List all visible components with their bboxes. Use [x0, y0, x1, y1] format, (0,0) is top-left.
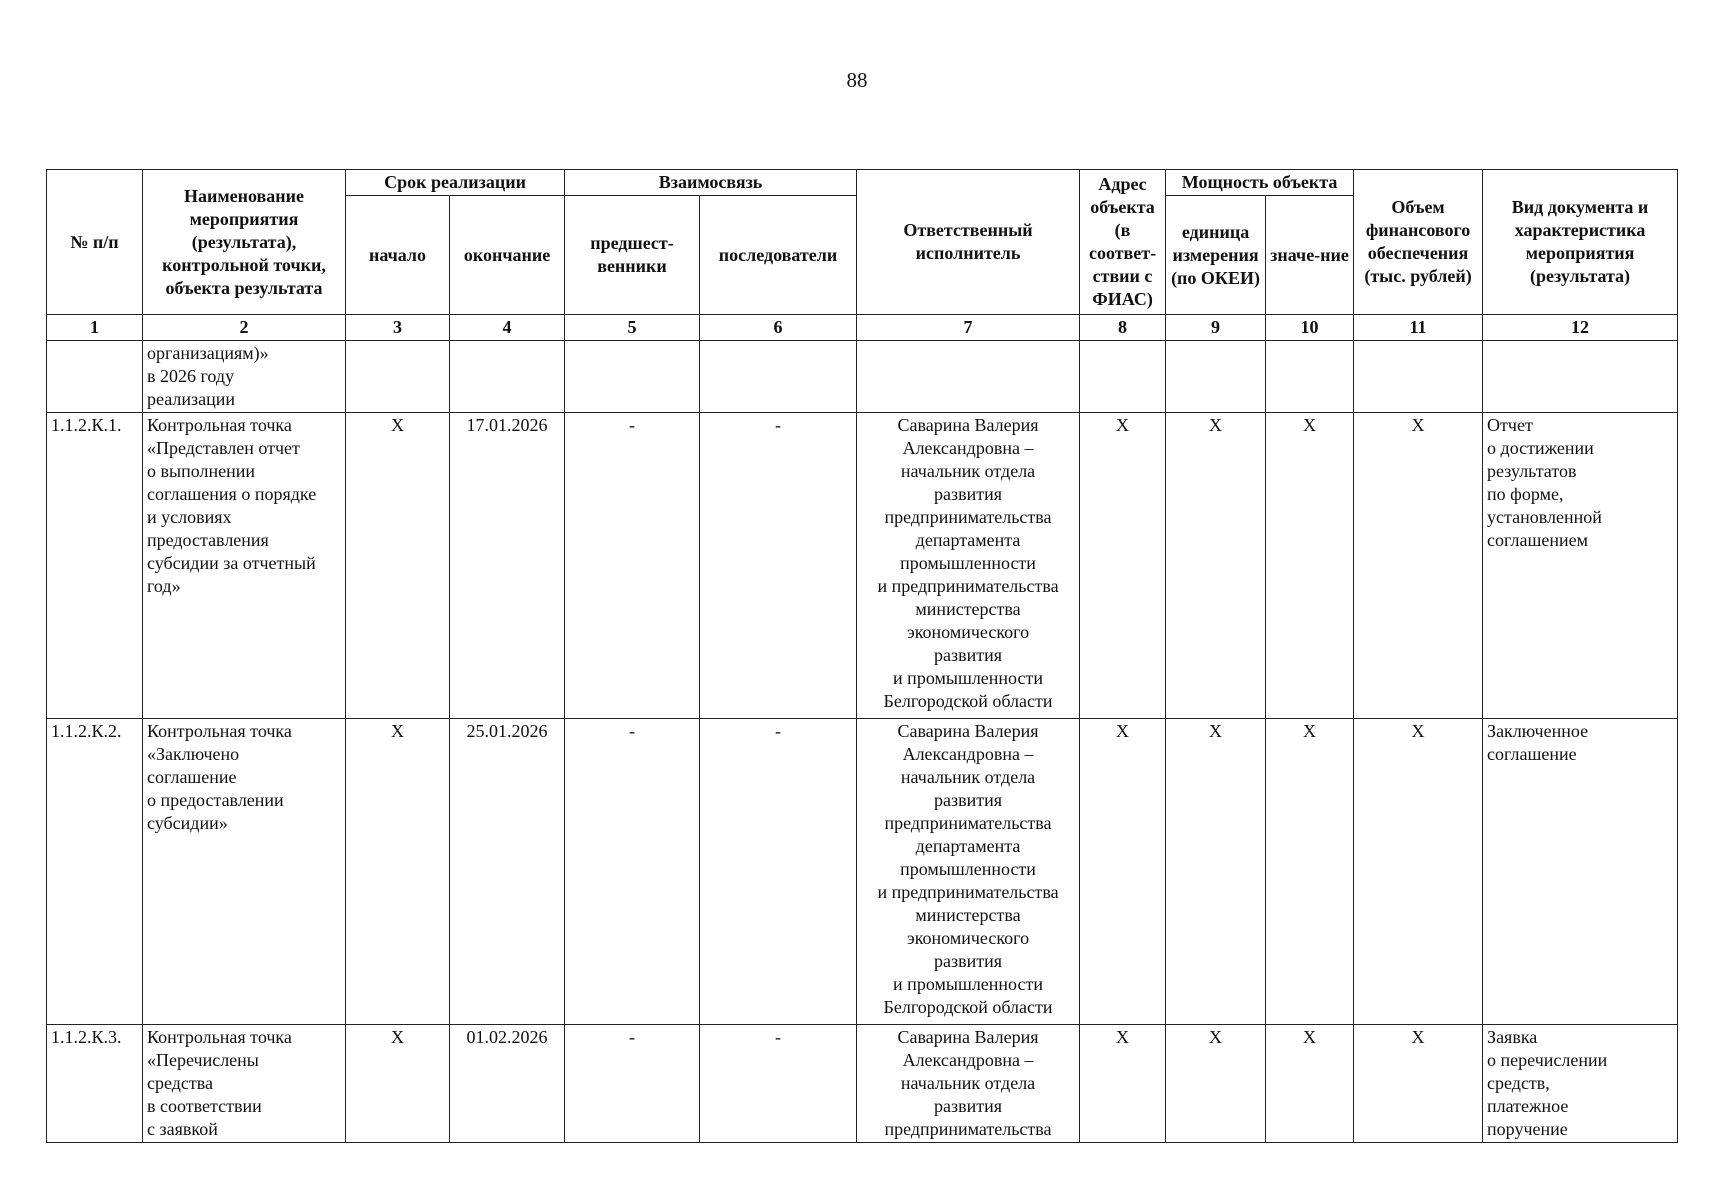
column-number: 1 — [47, 315, 143, 341]
cell-responsible — [857, 1025, 1080, 1143]
doc-line: установленной — [1487, 507, 1602, 527]
cell-unit: X — [1166, 1025, 1266, 1143]
column-number: 12 — [1483, 315, 1678, 341]
cell-start: X — [346, 1025, 450, 1143]
column-number: 8 — [1080, 315, 1166, 341]
table-row — [47, 719, 1678, 1025]
responsible-line: предпринимательства — [884, 507, 1052, 527]
responsible-line: и промышленности — [893, 974, 1043, 994]
responsible-line: министерства — [915, 599, 1021, 619]
cell-finance: X — [1354, 413, 1483, 719]
header-finance: Объем финансового обеспечения (тыс. рублей) — [1354, 170, 1483, 315]
cell-next: - — [700, 413, 857, 719]
responsible-line: и предпринимательства — [877, 576, 1059, 596]
header-link-prev: предшест-венники — [565, 196, 700, 315]
header-link-next: последователи — [700, 196, 857, 315]
responsible-line: Александровна – — [902, 1050, 1034, 1070]
doc-line: Заявка — [1487, 1027, 1538, 1047]
column-number: 2 — [143, 315, 346, 341]
cell-unit: X — [1166, 719, 1266, 1025]
responsible-line: и промышленности — [893, 668, 1043, 688]
page-number: 88 — [846, 68, 868, 92]
cell-end: 25.01.2026 — [450, 719, 565, 1025]
cell-responsible — [857, 719, 1080, 1025]
name-line: соглашения о порядке — [147, 484, 317, 504]
name-line: «Представлен отчет — [147, 438, 300, 458]
cell-address: X — [1080, 719, 1166, 1025]
responsible-line: Александровна – — [902, 438, 1034, 458]
cell-address: X — [1080, 413, 1166, 719]
column-number-row — [47, 315, 1678, 341]
header-responsible: Ответственный исполнитель — [857, 170, 1080, 315]
responsible-line: начальник отдела — [900, 1073, 1036, 1093]
name-line: «Перечислены — [147, 1050, 259, 1070]
doc-line: результатов — [1487, 461, 1577, 481]
responsible-line: Саварина Валерия — [897, 415, 1039, 435]
continuation-row — [47, 341, 1678, 413]
cell-address: X — [1080, 1025, 1166, 1143]
responsible-line: развития — [934, 790, 1003, 810]
header-term-end: окончание — [450, 196, 565, 315]
header-link-group: Взаимосвязь — [565, 170, 857, 196]
cell-empty — [1354, 341, 1483, 413]
responsible-line: развития — [934, 645, 1003, 665]
responsible-line: министерства — [915, 905, 1021, 925]
cell-finance: X — [1354, 719, 1483, 1025]
name-line: в соответствии — [147, 1096, 262, 1116]
column-number: 7 — [857, 315, 1080, 341]
cell-empty — [1080, 341, 1166, 413]
column-number: 3 — [346, 315, 450, 341]
doc-line: платежное — [1487, 1096, 1569, 1116]
cell-num: 1.1.2.К.1. — [47, 413, 143, 719]
cell-num — [47, 341, 143, 413]
cell-value: X — [1266, 719, 1354, 1025]
responsible-line: развития — [934, 951, 1003, 971]
cell-responsible — [857, 413, 1080, 719]
column-number: 5 — [565, 315, 700, 341]
responsible-line: экономического — [906, 928, 1030, 948]
name-line: и условиях — [147, 507, 232, 527]
cell-doc — [1483, 1025, 1678, 1143]
cell-next: - — [700, 719, 857, 1025]
header-capacity-group: Мощность объекта — [1166, 170, 1354, 196]
cell-empty — [700, 341, 857, 413]
cell-empty — [565, 341, 700, 413]
doc-line: соглашение — [1487, 744, 1577, 764]
doc-line: поручение — [1487, 1119, 1568, 1139]
responsible-line: начальник отдела — [900, 461, 1036, 481]
responsible-line: Белгородской области — [883, 691, 1053, 711]
cell-num: 1.1.2.К.2. — [47, 719, 143, 1025]
doc-line: по форме, — [1487, 484, 1564, 504]
doc-line: о достижении — [1487, 438, 1594, 458]
cell-empty — [1166, 341, 1266, 413]
plan-table — [46, 169, 1678, 1143]
cell-start: X — [346, 719, 450, 1025]
cell-empty — [346, 341, 450, 413]
header-address: Адрес объекта (в соответ-ствии с ФИАС) — [1080, 170, 1166, 315]
name-line: субсидии» — [147, 813, 228, 833]
responsible-line: Александровна – — [902, 744, 1034, 764]
name-line: соглашение — [147, 767, 237, 787]
cell-num: 1.1.2.К.3. — [47, 1025, 143, 1143]
name-line: средства — [147, 1073, 214, 1093]
responsible-line: развития — [934, 484, 1003, 504]
cell-empty — [1483, 341, 1678, 413]
cell-empty — [857, 341, 1080, 413]
responsible-line: промышленности — [900, 859, 1036, 879]
cell-next: - — [700, 1025, 857, 1143]
cell-prev: - — [565, 719, 700, 1025]
responsible-line: Саварина Валерия — [897, 1027, 1039, 1047]
responsible-line: Белгородской области — [883, 997, 1053, 1017]
header-capacity-value: значе-ние — [1266, 196, 1354, 315]
doc-line: Заключенное — [1487, 721, 1589, 741]
name-line: о предоставлении — [147, 790, 284, 810]
responsible-line: начальник отдела — [900, 767, 1036, 787]
responsible-line: департамента — [915, 836, 1021, 856]
cell-end: 01.02.2026 — [450, 1025, 565, 1143]
doc-line: Отчет — [1487, 415, 1533, 435]
responsible-line: предпринимательства — [884, 1119, 1052, 1139]
responsible-line: развития — [934, 1096, 1003, 1116]
cell-name — [143, 719, 346, 1025]
cell-doc — [1483, 413, 1678, 719]
name-line: в 2026 году — [147, 366, 235, 386]
name-line: Контрольная точка — [147, 1027, 292, 1047]
column-number: 11 — [1354, 315, 1483, 341]
cell-finance: X — [1354, 1025, 1483, 1143]
header-doc-type: Вид документа и характеристика мероприятия (результата) — [1483, 170, 1678, 315]
column-number: 6 — [700, 315, 857, 341]
name-line: предоставления — [147, 530, 269, 550]
header-term-group: Срок реализации — [346, 170, 565, 196]
name-line: «Заключено — [147, 744, 240, 764]
name-line: субсидии за отчетный — [147, 553, 316, 573]
header-num: № п/п — [47, 170, 143, 315]
header-term-start: начало — [346, 196, 450, 315]
cell-prev: - — [565, 413, 700, 719]
column-number: 4 — [450, 315, 565, 341]
header-capacity-unit: единица измерения (по ОКЕИ) — [1166, 196, 1266, 315]
header-name: Наименование мероприятия (результата), контрольной точки, объекта результата — [143, 170, 346, 315]
cell-name — [143, 413, 346, 719]
cell-value: X — [1266, 413, 1354, 719]
name-line: год» — [147, 576, 181, 596]
name-line: реализации — [147, 389, 235, 409]
doc-line: соглашением — [1487, 530, 1588, 550]
cell-start: X — [346, 413, 450, 719]
name-line: организациям)» — [147, 343, 269, 363]
name-line: Контрольная точка — [147, 415, 292, 435]
cell-name — [143, 1025, 346, 1143]
name-line: о выполнении — [147, 461, 255, 481]
responsible-line: экономического — [906, 622, 1030, 642]
responsible-line: Саварина Валерия — [897, 721, 1039, 741]
cell-name — [143, 341, 346, 413]
cell-empty — [450, 341, 565, 413]
doc-line: средств, — [1487, 1073, 1550, 1093]
column-number: 9 — [1166, 315, 1266, 341]
name-line: с заявкой — [147, 1119, 218, 1139]
table-row — [47, 413, 1678, 719]
cell-end: 17.01.2026 — [450, 413, 565, 719]
responsible-line: промышленности — [900, 553, 1036, 573]
doc-line: о перечислении — [1487, 1050, 1608, 1070]
responsible-line: предпринимательства — [884, 813, 1052, 833]
cell-doc — [1483, 719, 1678, 1025]
name-line: Контрольная точка — [147, 721, 292, 741]
cell-value: X — [1266, 1025, 1354, 1143]
table-row — [47, 1025, 1678, 1143]
responsible-line: и предпринимательства — [877, 882, 1059, 902]
cell-empty — [1266, 341, 1354, 413]
column-number: 10 — [1266, 315, 1354, 341]
responsible-line: департамента — [915, 530, 1021, 550]
cell-prev: - — [565, 1025, 700, 1143]
cell-unit: X — [1166, 413, 1266, 719]
